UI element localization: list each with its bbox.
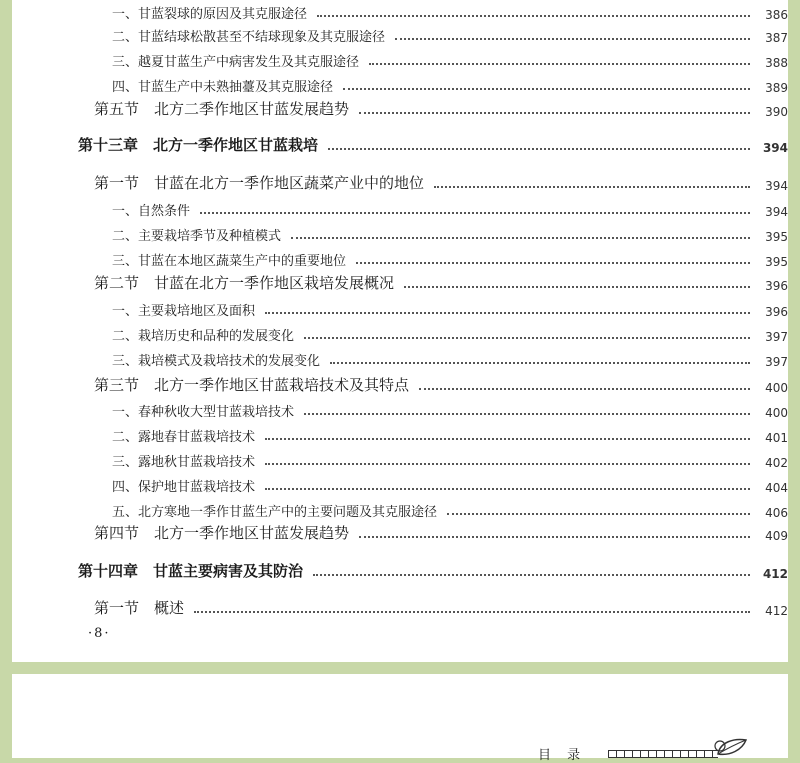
toc-entry-page-number: 394 [765, 179, 788, 193]
toc-entry-title: 第十三章 北方一季作地区甘蓝栽培 [78, 136, 319, 154]
dot-leader [447, 513, 750, 515]
toc-entry-section [94, 97, 788, 119]
toc-entry-title: 二、甘蓝结球松散甚至不结球现象及其克服途径 [112, 30, 386, 45]
toc-entry-item [112, 347, 788, 369]
toc-entry-item [112, 197, 788, 219]
toc-entry-title: 一、春种秋收大型甘蓝栽培技术 [112, 405, 295, 420]
dot-leader [404, 286, 750, 288]
running-header-label: 目 录 [538, 748, 587, 763]
dot-leader [291, 237, 750, 239]
toc-entry-title: 第二节 甘蓝在北方一季作地区栽培发展概况 [94, 274, 395, 292]
dot-leader [330, 362, 750, 364]
toc-entry-item [112, 23, 788, 45]
dot-leader [369, 63, 750, 65]
dot-leader [313, 574, 750, 576]
toc-entry-page-number: 397 [765, 330, 788, 344]
toc-entry-page-number: 404 [765, 481, 788, 495]
toc-entry-page-number: 395 [765, 230, 788, 244]
toc-entry-item [112, 222, 788, 244]
toc-entry-page-number: 401 [765, 431, 788, 445]
dot-leader [343, 88, 750, 90]
toc-entry-page-number: 387 [765, 31, 788, 45]
dot-leader [265, 488, 750, 490]
toc-entry-item [112, 423, 788, 445]
dot-leader [304, 337, 750, 339]
toc-entry-page-number: 394 [765, 205, 788, 219]
dot-leader [434, 186, 750, 188]
toc-entry-chapter [78, 133, 788, 155]
toc-entry-page-number: 412 [762, 567, 788, 581]
toc-entry-title: 五、北方寒地一季作甘蓝生产中的主要问题及其克服途径 [112, 505, 438, 520]
dot-leader [395, 38, 750, 40]
toc-entry-page-number: 395 [765, 255, 788, 269]
toc-entry-section [94, 171, 788, 193]
dot-leader [419, 388, 750, 390]
toc-entry-title: 第五节 北方二季作地区甘蓝发展趋势 [94, 100, 350, 118]
toc-entry-item [112, 73, 788, 95]
dot-leader [200, 212, 750, 214]
toc-entry-title: 四、保护地甘蓝栽培技术 [112, 480, 256, 495]
page-number-footer: ·8· [88, 626, 111, 641]
toc-entry-title: 二、露地春甘蓝栽培技术 [112, 430, 256, 445]
toc-entry-item [112, 247, 788, 269]
toc-entry-title: 四、甘蓝生产中未熟抽薹及其克服途径 [112, 80, 334, 95]
dot-leader [304, 413, 750, 415]
toc-entry-item [112, 398, 788, 420]
toc-entry-title: 三、越夏甘蓝生产中病害发生及其克服途径 [112, 55, 360, 70]
toc-entry-page-number: 388 [765, 56, 788, 70]
toc-entry-page-number: 394 [762, 141, 788, 155]
toc-entry-title: 一、自然条件 [112, 204, 191, 219]
toc-entry-item [112, 498, 788, 520]
dot-leader [359, 536, 750, 538]
toc-entry-title: 一、甘蓝裂球的原因及其克服途径 [112, 7, 308, 22]
header-rule [608, 750, 718, 758]
toc-entry-item [112, 448, 788, 470]
toc-entry-chapter [78, 559, 788, 581]
toc-entry-page-number: 396 [765, 279, 788, 293]
toc-page [12, 0, 788, 662]
dot-leader [265, 312, 750, 314]
toc-entry-page-number: 412 [765, 604, 788, 618]
dot-leader [317, 15, 750, 17]
toc-entry-page-number: 406 [765, 506, 788, 520]
toc-entry-title: 一、主要栽培地区及面积 [112, 304, 256, 319]
toc-entry-title: 三、露地秋甘蓝栽培技术 [112, 455, 256, 470]
toc-entry-item [112, 322, 788, 344]
dot-leader [194, 611, 750, 613]
dot-leader [359, 112, 750, 114]
toc-entry-title: 第十四章 甘蓝主要病害及其防治 [78, 562, 304, 580]
toc-entry-title: 二、主要栽培季节及种植模式 [112, 229, 282, 244]
toc-entry-page-number: 390 [765, 105, 788, 119]
dot-leader [328, 148, 750, 150]
leaf-ornament-icon [712, 734, 752, 758]
toc-entry-page-number: 396 [765, 305, 788, 319]
toc-entry-item [112, 297, 788, 319]
toc-entry-title: 三、栽培模式及栽培技术的发展变化 [112, 354, 321, 369]
next-page [12, 674, 788, 763]
toc-entry-item [112, 0, 788, 22]
toc-entry-page-number: 402 [765, 456, 788, 470]
dot-leader [265, 463, 750, 465]
toc-entry-page-number: 409 [765, 529, 788, 543]
toc-entry-title: 第三节 北方一季作地区甘蓝栽培技术及其特点 [94, 376, 410, 394]
toc-entry-item [112, 48, 788, 70]
toc-entry-title: 第一节 概述 [94, 599, 185, 617]
toc-entry-page-number: 400 [765, 381, 788, 395]
toc-entry-section [94, 373, 788, 395]
dot-leader [265, 438, 750, 440]
dot-leader [356, 262, 750, 264]
toc-entry-page-number: 386 [765, 8, 788, 22]
toc-entry-section [94, 271, 788, 293]
toc-entry-title: 第一节 甘蓝在北方一季作地区蔬菜产业中的地位 [94, 174, 425, 192]
toc-entry-page-number: 389 [765, 81, 788, 95]
toc-entry-title: 二、栽培历史和品种的发展变化 [112, 329, 295, 344]
toc-entry-item [112, 473, 788, 495]
toc-entry-page-number: 400 [765, 406, 788, 420]
toc-entry-title: 第四节 北方一季作地区甘蓝发展趋势 [94, 524, 350, 542]
toc-entry-title: 三、甘蓝在本地区蔬菜生产中的重要地位 [112, 254, 347, 269]
toc-entry-section [94, 521, 788, 543]
toc-entry-page-number: 397 [765, 355, 788, 369]
toc-entry-section [94, 596, 788, 618]
